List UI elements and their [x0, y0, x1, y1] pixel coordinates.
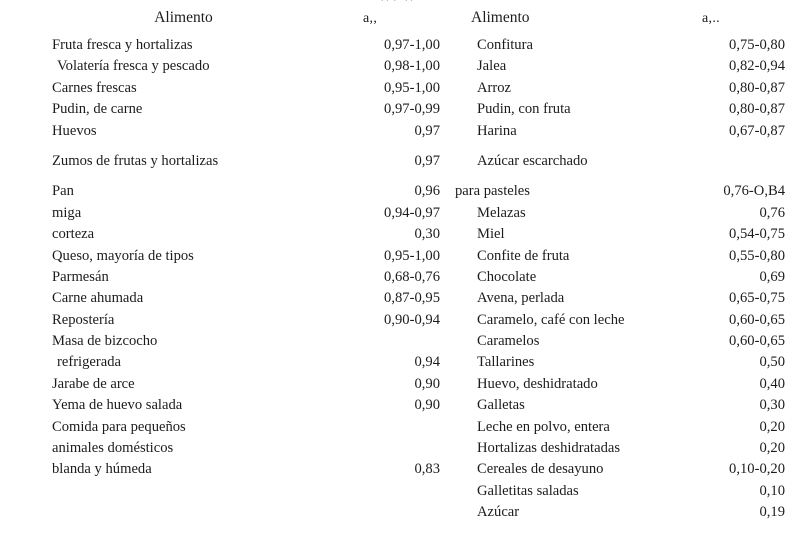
header-alimento-right: Alimento	[471, 9, 530, 26]
table-row	[477, 99, 794, 120]
table-row	[52, 459, 455, 480]
table-rows-left	[0, 35, 455, 481]
food-name: Cereales de desayuno	[477, 461, 604, 478]
table-row	[52, 417, 455, 438]
table-columns	[0, 9, 794, 524]
food-name: refrigerada	[57, 354, 121, 371]
table-row	[52, 181, 455, 202]
water-activity-value: 0,55-0,80	[729, 247, 785, 264]
food-name: Pudin, con fruta	[477, 101, 571, 118]
food-name: Yema de huevo salada	[52, 397, 183, 414]
table-row	[52, 224, 455, 245]
food-name: Parmesán	[52, 268, 109, 285]
table-row	[52, 310, 455, 331]
food-name: Pan	[52, 183, 74, 200]
table-row	[477, 331, 794, 352]
water-activity-value: 0,60-0,65	[729, 333, 785, 350]
water-activity-value: 0,80-0,87	[729, 79, 785, 96]
table-row	[52, 203, 455, 224]
water-activity-value: 0,76-O,B4	[723, 183, 785, 200]
water-activity-value: 0,30	[414, 226, 440, 243]
food-name: Caramelo, café con leche	[477, 311, 625, 328]
food-name: miga	[52, 204, 82, 221]
table-row	[477, 417, 794, 438]
food-name: Azúcar	[477, 504, 520, 521]
food-name: Galletitas saladas	[477, 482, 579, 499]
table-row	[52, 374, 455, 395]
table-row	[52, 78, 455, 99]
table-row	[477, 78, 794, 99]
food-name: Fruta fresca y hortalizas	[52, 37, 193, 53]
table-row	[477, 56, 794, 77]
water-activity-value: 0,69	[759, 268, 785, 285]
food-name: Melazas	[477, 204, 526, 221]
table-row	[52, 121, 455, 142]
table-row	[477, 246, 794, 267]
food-name: Huevo, deshidratado	[477, 375, 598, 392]
table-row	[477, 481, 794, 502]
water-activity-value: 0,82-0,94	[729, 58, 785, 75]
table-row	[477, 438, 794, 459]
food-name: Jarabe de arce	[52, 375, 135, 392]
table-row	[477, 203, 794, 224]
water-activity-value: 0,10-0,20	[729, 461, 785, 478]
table-row	[477, 35, 794, 56]
clipped-title-line	[0, 0, 794, 1]
water-activity-value: 0,20	[759, 440, 785, 457]
food-name: Comida para pequeños	[52, 418, 186, 435]
header-alimento-left: Alimento	[154, 9, 213, 26]
table-row	[52, 395, 455, 416]
food-name: Miel	[477, 226, 505, 243]
water-activity-value: 0,87-0,95	[384, 290, 440, 307]
table-row	[477, 395, 794, 416]
water-activity-value: 0,19	[759, 504, 785, 521]
table-row	[52, 99, 455, 120]
table-column-left	[0, 9, 455, 524]
table-row	[477, 459, 794, 480]
table-row	[52, 246, 455, 267]
water-activity-value: 0,50	[759, 354, 785, 371]
food-name: animales domésticos	[52, 440, 174, 457]
food-name: Harina	[477, 122, 517, 139]
table-row	[455, 181, 794, 202]
water-activity-value: 0,94-0,97	[384, 204, 440, 221]
food-name: Azúcar escarchado	[477, 152, 588, 169]
food-name: Confitura	[477, 37, 533, 53]
food-name: Leche en polvo, entera	[477, 418, 610, 435]
water-activity-value: 0,67-0,87	[729, 122, 785, 139]
water-activity-value: 0,20	[759, 418, 785, 435]
water-activity-value: 0,68-0,76	[384, 268, 440, 285]
water-activity-value: 0,90	[414, 397, 440, 414]
table-row	[477, 502, 794, 523]
food-name: Arroz	[477, 79, 512, 96]
food-name: Carne ahumada	[52, 290, 144, 307]
table-row	[52, 56, 455, 77]
food-name: Tallarines	[477, 354, 535, 371]
water-activity-value: 0,90-0,94	[384, 311, 440, 328]
water-activity-value: 0,95-1,00	[384, 79, 440, 96]
water-activity-value: 0,40	[759, 375, 785, 392]
table-row	[477, 151, 794, 172]
water-activity-value: 0,97-1,00	[384, 37, 440, 53]
table-row	[52, 267, 455, 288]
table-row	[52, 288, 455, 309]
header-aw-left: a,,	[363, 11, 378, 26]
table-row	[477, 288, 794, 309]
water-activity-value: 0,94	[414, 354, 440, 371]
table-row	[52, 438, 455, 459]
table-row	[52, 352, 455, 373]
water-activity-value: 0,97	[414, 122, 440, 139]
water-activity-value: 0,80-0,87	[729, 101, 785, 118]
table-row	[52, 151, 455, 172]
food-name: Repostería	[52, 311, 115, 328]
water-activity-value: 0,97	[414, 152, 440, 169]
food-name: Avena, perlada	[477, 290, 565, 307]
food-name: Chocolate	[477, 268, 537, 285]
water-activity-value: 0,75-0,80	[729, 37, 785, 53]
table-row	[477, 374, 794, 395]
water-activity-value: 0,30	[759, 397, 785, 414]
column-header-right	[455, 9, 794, 35]
table-row	[477, 224, 794, 245]
table-rows-right	[455, 35, 794, 524]
water-activity-value: 0,83	[414, 461, 440, 478]
table-row	[477, 310, 794, 331]
table-row	[52, 331, 455, 352]
table-row	[477, 121, 794, 142]
table-column-right	[455, 9, 794, 524]
food-name: Hortalizas deshidratadas	[477, 440, 621, 457]
water-activity-value: 0,90	[414, 375, 440, 392]
food-name: Carnes frescas	[52, 79, 137, 96]
table-row	[477, 352, 794, 373]
food-name: Queso, mayoría de tipos	[52, 247, 194, 264]
water-activity-value: 0,96	[414, 183, 440, 200]
water-activity-value: 0,95-1,00	[384, 247, 440, 264]
water-activity-value: 0,98-1,00	[384, 58, 440, 75]
food-name: Confite de fruta	[477, 247, 570, 264]
food-name: Masa de bizcocho	[52, 333, 158, 350]
food-name: para pasteles	[455, 183, 530, 200]
column-header-left	[0, 9, 455, 35]
header-aw-right: a,..	[702, 11, 720, 26]
water-activity-value: 0,65-0,75	[729, 290, 785, 307]
food-name: blanda y húmeda	[52, 461, 152, 478]
water-activity-value: 0,76	[759, 204, 785, 221]
water-activity-value: 0,60-0,65	[729, 311, 785, 328]
food-name: Caramelos	[477, 333, 540, 350]
water-activity-value: 0,54-0,75	[729, 226, 785, 243]
food-name: Jalea	[477, 58, 507, 75]
food-name: Pudin, de carne	[52, 101, 143, 118]
table-row	[52, 35, 455, 56]
food-name: Volatería fresca y pescado	[57, 58, 210, 75]
food-name: Huevos	[52, 122, 97, 139]
food-name: Galletas	[477, 397, 525, 414]
water-activity-value: 0,10	[759, 482, 785, 499]
food-name: corteza	[52, 226, 95, 243]
table-row	[477, 267, 794, 288]
food-name: Zumos de frutas y hortalizas	[52, 152, 219, 169]
water-activity-value: 0,97-0,99	[384, 101, 440, 118]
